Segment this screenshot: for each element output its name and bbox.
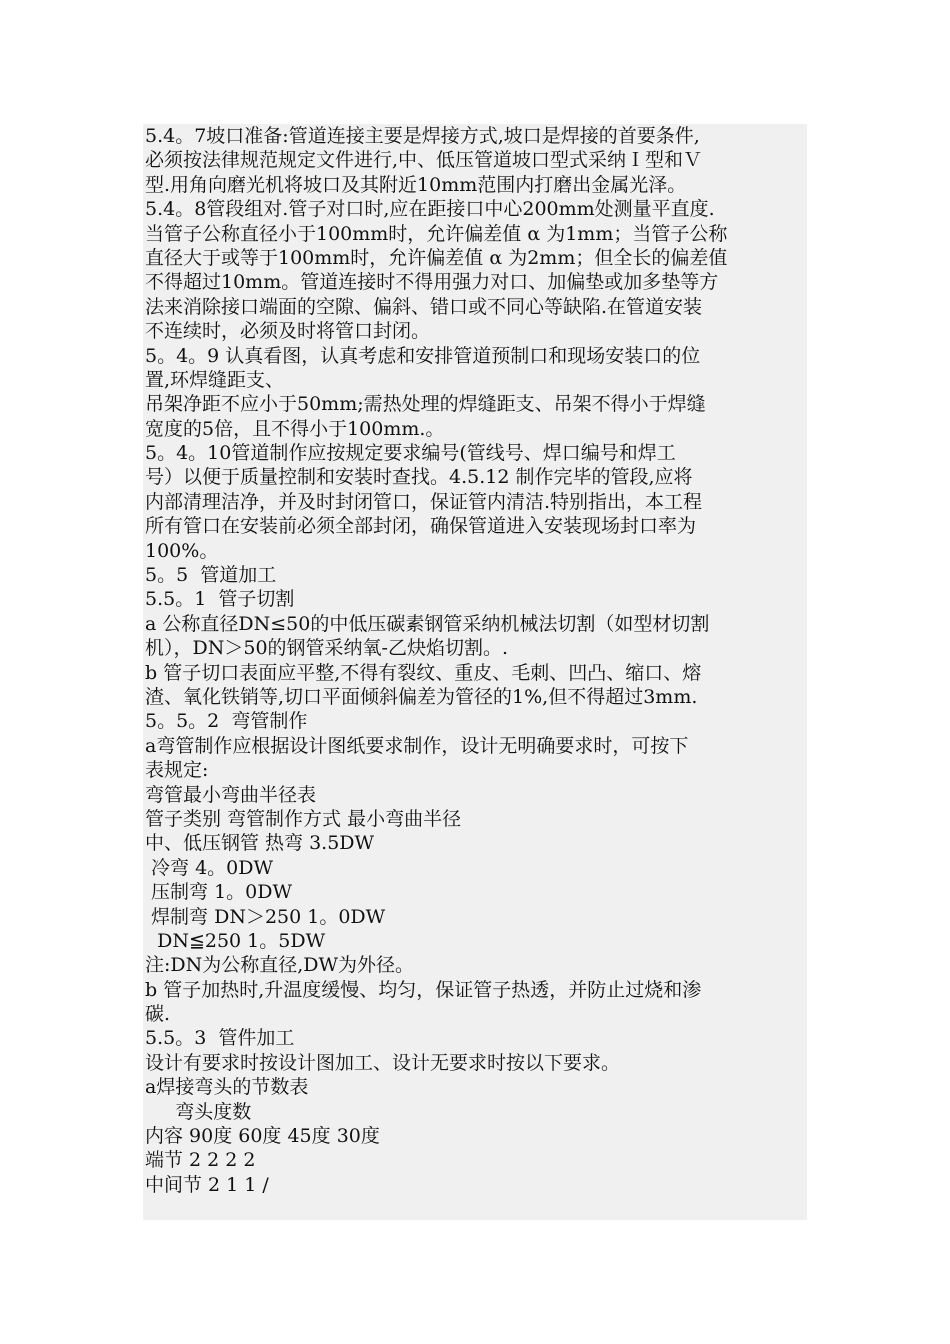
text-line: 5。4。10管道制作应按规定要求编号(管线号、焊口编号和焊工 <box>145 442 676 465</box>
text-line: 表规定: <box>145 759 209 782</box>
section-heading: 5。5 管道加工 <box>145 564 277 587</box>
table-header-row: 管子类别 弯管制作方式 最小弯曲半径 <box>145 807 462 830</box>
document-body <box>143 124 807 1220</box>
text-line: b 管子切口表面应平整,不得有裂纹、重皮、毛刺、凹凸、缩口、熔 <box>145 661 702 684</box>
table-note: 注:DN为公称直径,DW为外径。 <box>145 954 415 977</box>
text-line: 必须按法律规范规定文件进行,中、低压管道坡口型式采纳Ｉ型和Ｖ <box>145 149 703 172</box>
text-line: 所有管口在安装前必须全部封闭，确保管道进入安装现场封口率为 <box>145 515 697 538</box>
text-line: 设计有要求时按设计图加工、设计无要求时按以下要求。 <box>145 1051 621 1074</box>
text-line: 碳. <box>145 1003 171 1026</box>
subsection-heading: 5.5。3 管件加工 <box>145 1027 295 1050</box>
text-line: 置,环焊缝距支、 <box>145 368 285 391</box>
text-line: 100%。 <box>145 539 219 562</box>
text-line: 宽度的5倍，且不得小于100mm.。 <box>145 417 445 440</box>
text-line: 渣、氧化铁销等,切口平面倾斜偏差为管径的1%,但不得超过3mm. <box>145 685 698 708</box>
text-line: a 公称直径DN≤50的中低压碳素钢管采纳机械法切割（如型材切割 <box>145 612 710 635</box>
table-row: 冷弯 4。0DW <box>145 856 274 879</box>
table-row: 中、低压钢管 热弯 3.5DW <box>145 832 375 855</box>
text-line: 5.4。7坡口准备:管道连接主要是焊接方式,坡口是焊接的首要条件, <box>145 125 700 147</box>
text-line: 机），DN＞50的钢管采纳氧-乙炔焰切割。. <box>145 637 508 660</box>
table-title: a焊接弯头的节数表 <box>145 1076 309 1099</box>
table-row: 压制弯 1。0DW <box>145 881 293 904</box>
subsection-heading: 5。5。2 弯管制作 <box>145 710 308 733</box>
table-row: 端节 2 2 2 2 <box>145 1149 256 1172</box>
text-line: 不得超过10mm。管道连接时不得用强力对口、加偏垫或加多垫等方 <box>145 271 719 294</box>
text-line: 直径大于或等于100mm时，允许偏差值 α 为2mm；但全长的偏差值 <box>145 246 728 269</box>
subsection-heading: 5.5。1 管子切割 <box>145 588 295 611</box>
text-line: 不连续时，必须及时将管口封闭。 <box>145 320 431 343</box>
text-line: 号）以便于质量控制和安装时查找。4.5.12 制作完毕的管段,应将 <box>145 466 693 489</box>
text-line: 5.4。8管段组对.管子对口时,应在距接口中心200mm处测量平直度. <box>145 198 715 221</box>
table-header-row: 内容 90度 60度 45度 30度 <box>145 1125 380 1148</box>
text-line: 5。4。9 认真看图，认真考虑和安排管道预制口和现场安装口的位 <box>145 344 701 367</box>
table-row: 焊制弯 DN＞250 1。0DW <box>145 905 386 928</box>
text-line: a弯管制作应根据设计图纸要求制作，设计无明确要求时，可按下 <box>145 734 689 757</box>
text-line: 当管子公称直径小于100mm时，允许偏差值 α 为1mm；当管子公称 <box>145 222 728 245</box>
text-line: b 管子加热时,升温度缓慢、均匀，保证管子热透，并防止过烧和渗 <box>145 978 702 1001</box>
text-line: 型.用角向磨光机将坡口及其附近10mm范围内打磨出金属光泽。 <box>145 173 687 196</box>
table-row: DN≦250 1。5DW <box>145 929 326 952</box>
text-line: 内部清理洁净，并及时封闭管口，保证管内清洁.特别指出，本工程 <box>145 490 703 513</box>
text-line: 法来消除接口端面的空隙、偏斜、错口或不同心等缺陷.在管道安装 <box>145 295 703 318</box>
table-header-row: 弯头度数 <box>145 1100 252 1123</box>
text-line: 吊架净距不应小于50mm;需热处理的焊缝距支、吊架不得小于焊缝 <box>145 393 706 416</box>
table-title: 弯管最小弯曲半径表 <box>145 783 317 806</box>
table-row: 中间节 2 1 1 / <box>145 1173 269 1196</box>
